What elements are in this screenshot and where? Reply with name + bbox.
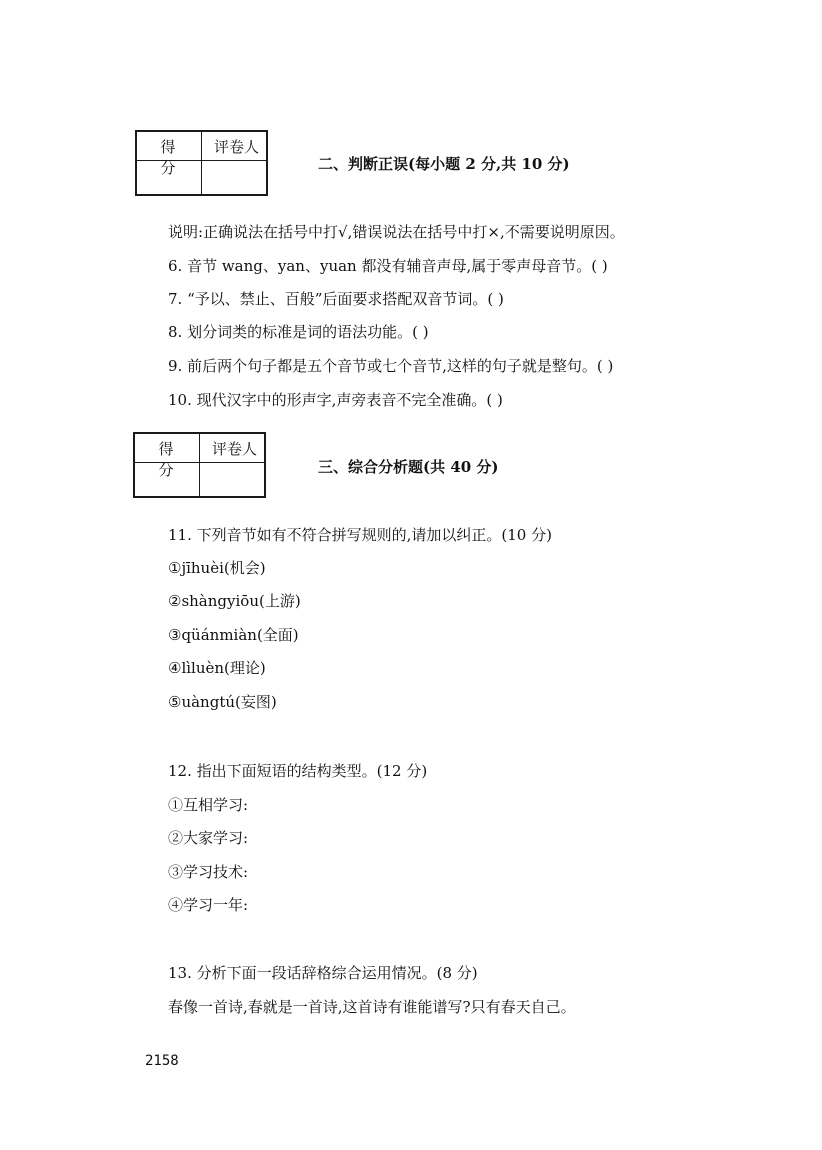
q11-item: ③qüánmiàn(全面)	[168, 626, 299, 644]
page-number: 2158	[145, 1053, 179, 1069]
section3-title: 三、综合分析题(共 40 分)	[318, 458, 499, 476]
score-table-section2	[135, 130, 268, 196]
q12-item: ④学习一年:	[168, 896, 249, 914]
grader-label: 评卷人	[211, 440, 257, 458]
q12-item: ②大家学习:	[168, 829, 249, 847]
q11-item: ⑤uàngtú(妄图)	[168, 693, 277, 711]
q11-item: ②shàngyiōu(上游)	[168, 592, 301, 610]
question-8: 8. 划分词类的标准是词的语法功能。( )	[168, 323, 429, 341]
section2-title: 二、判断正误(每小题 2 分,共 10 分)	[318, 155, 570, 173]
q11-item: ④lìluèn(理论)	[168, 659, 266, 677]
question-11-prompt: 11. 下列音节如有不符合拼写规则的,请加以纠正。(10 分)	[168, 526, 552, 544]
q13-passage: 春像一首诗,春就是一首诗,这首诗有谁能谱写?只有春天自己。	[168, 998, 576, 1016]
question-10: 10. 现代汉字中的形声字,声旁表音不完全准确。( )	[168, 391, 503, 409]
grader-label: 评卷人	[213, 138, 259, 156]
q12-item: ③学习技术:	[168, 863, 249, 881]
question-12-prompt: 12. 指出下面短语的结构类型。(12 分)	[168, 762, 428, 780]
score-table-section3	[133, 432, 266, 498]
table-divider	[201, 132, 202, 194]
question-6: 6. 音节 wang、yan、yuan 都没有辅音声母,属于零声母音节。( )	[168, 257, 608, 275]
question-9: 9. 前后两个句子都是五个音节或七个音节,这样的句子就是整句。( )	[168, 357, 614, 375]
section2-instruction: 说明:正确说法在括号中打√,错误说法在括号中打×,不需要说明原因。	[168, 223, 625, 241]
q12-item: ①互相学习:	[168, 796, 249, 814]
question-13-prompt: 13. 分析下面一段话辞格综合运用情况。(8 分)	[168, 964, 478, 982]
question-7: 7. “予以、禁止、百般”后面要求搭配双音节词。( )	[168, 290, 504, 308]
score-label: 得 分	[160, 138, 186, 177]
table-divider	[199, 434, 200, 496]
score-label: 得 分	[158, 440, 184, 479]
q11-item: ①jīhuèi(机会)	[168, 559, 266, 577]
